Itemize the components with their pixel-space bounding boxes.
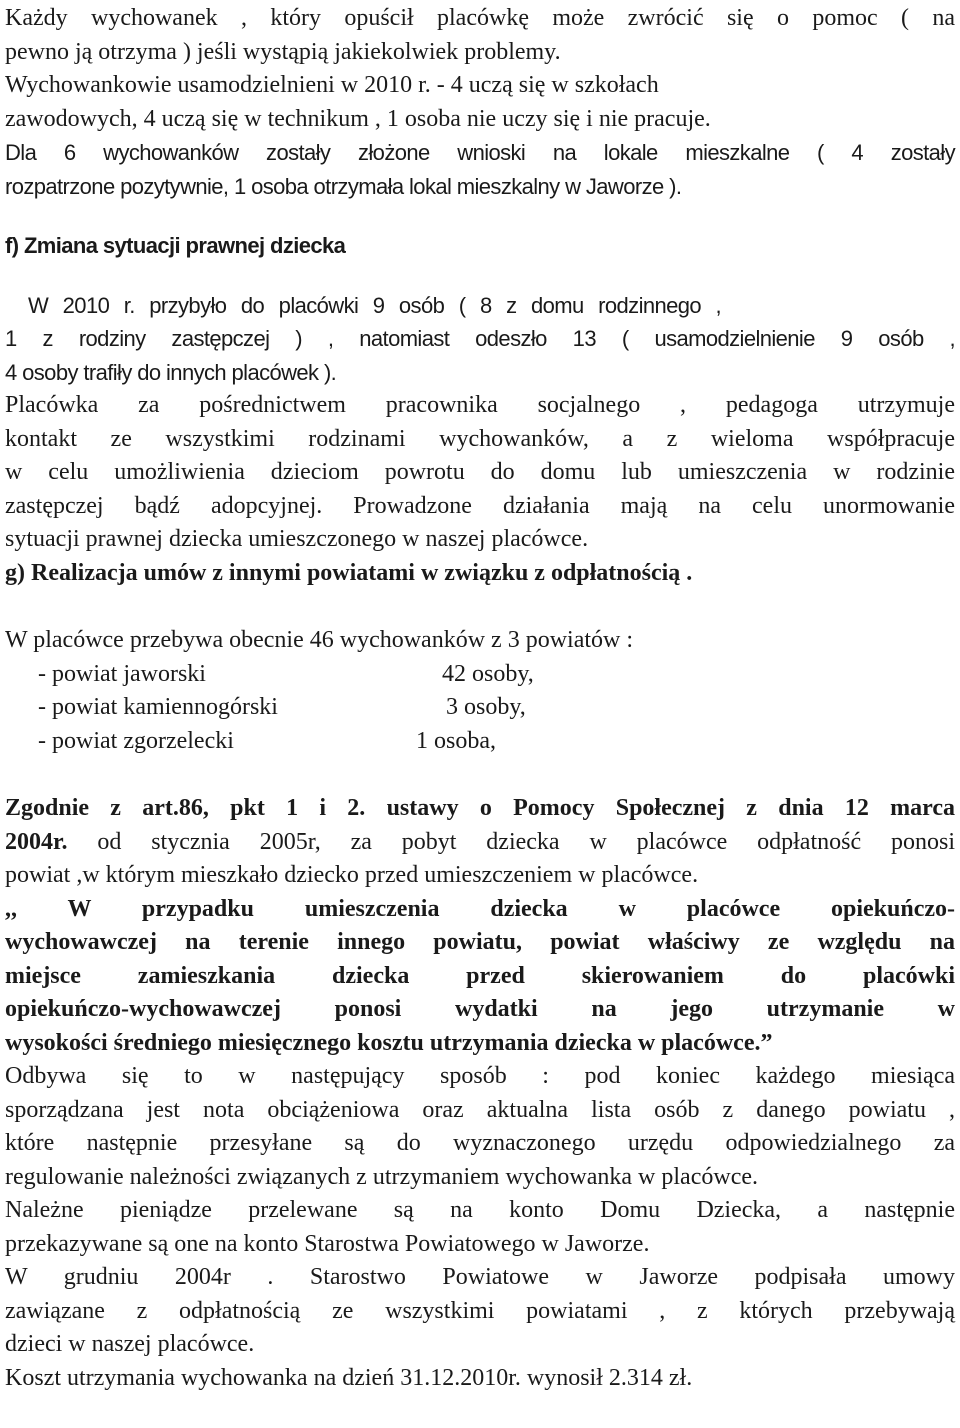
closing-paragraph [5,1060,955,1395]
text-line: W 2010 r. przybyło do placówki 9 osób ( 8 z domu rodzinnego , [28,292,722,318]
text-line: Należne pieniądze przelewane są na konto Domu Dziecka, a następnie [5,1197,955,1223]
text-line: sporządzana jest nota obciążeniowa oraz aktualna lista osób z danego powiatu , [5,1096,955,1123]
intro-paragraph [5,2,955,203]
list-item [5,691,955,725]
section-g-heading: g) Realizacja umów z innymi powiatami w związku z odpłatnością . [5,559,693,586]
text-line: kontakt ze wszystkimi rodzinami wychowanków, a z wieloma współpracuje [5,425,955,452]
county-name: - powiat jaworski [38,660,206,687]
law-quote [5,893,955,1061]
law-citation-line: Zgodnie z art.86, pkt 1 i 2. ustawy o Pomocy Społecznej z dnia 12 marca [5,795,955,821]
text-line: rozpatrzone pozytywnie, 1 osoba otrzymała lokal mieszkalny w Jaworze ). [5,173,682,199]
text-line [5,826,955,860]
quote-line: miejsce zamieszkania dziecka przed skierowaniem do placówki [5,962,955,989]
quote-line: wysokości średniego miesięcznego kosztu utrzymania dziecka w placówce.” [5,1029,773,1056]
county-count: 3 osoby, [446,694,526,720]
text-line: zawiązane z odpłatnością ze wszystkimi powiatami , z których przebywają [5,1297,955,1324]
text-line: przekazywane są one na konto Starostwa Powiatowego w Jaworze. [5,1230,650,1257]
law-year: 2004r. [5,828,68,855]
text-line: Koszt utrzymania wychowanka na dzień 31.12.2010r. wynosił 2.314 zł. [5,1364,693,1391]
county-name: - powiat kamiennogórski [38,694,278,720]
text-line: Odbywa się to w następujący sposób : pod koniec każdego miesiąca [5,1063,955,1089]
list-item [5,658,955,692]
text-line: sytuacji prawnej dziecka umieszczonego w naszej placówce. [5,526,589,552]
county-count: 1 osoba, [416,727,496,754]
text-line: 4 osoby trafiły do innych placówek ). [5,359,337,385]
section-f-heading: f) Zmiana sytuacji prawnej dziecka [5,233,346,258]
text-line: Wychowankowie usamodzielnieni w 2010 r. - 4 uczą się w szkołach [5,72,659,98]
county-name: - powiat zgorzelecki [38,727,234,754]
text-line: które następnie przesyłane są do wyznaczonego urzędu odpowiedzialnego za [5,1130,955,1156]
text-line: zastępczej bądź adopcyjnej. Prowadzone działania mają na celu unormowanie [5,492,955,519]
text-line: pewno ją otrzyma ) jeśli wystąpią jakiekolwiek problemy. [5,38,561,65]
text-line: 1 z rodziny zastępczej ) , natomiast odeszło 13 ( usamodzielnienie 9 osób , [5,326,955,351]
section-g-intro: W placówce przebywa obecnie 46 wychowanków z 3 powiatów : [5,627,634,653]
list-item [5,725,955,759]
law-paragraph [5,792,955,893]
text-line: regulowanie należności związanych z utrzymaniem wychowanka w placówce. [5,1163,758,1190]
quote-line: wychowawczej na terenie innego powiatu, powiat właściwy ze względu na [5,929,955,955]
text-line: powiat ,w którym mieszkało dziecko przed umieszczeniem w placówce. [5,862,699,888]
text-line: Dla 6 wychowanków zostały złożone wnioski na lokale mieszkalne ( 4 zostały [5,140,955,165]
law-text: od stycznia 2005r, za pobyt dziecka w placówce odpłatność ponosi [67,828,955,855]
text-line: zawodowych, 4 uczą się w technikum , 1 osoba nie uczy się i nie pracuje. [5,105,711,132]
text-line: Każdy wychowanek , który opuścił placówkę może zwrócić się o pomoc ( na [5,5,955,31]
text-line: dzieci w naszej placówce. [5,1331,255,1357]
quote-line: opiekuńczo-wychowawczej ponosi wydatki na jego utrzymanie w [5,996,955,1022]
text-line: Placówka za pośrednictwem pracownika socjalnego , pedagoga utrzymuje [5,392,955,418]
county-list [5,658,955,759]
text-line: w celu umożliwienia dzieciom powrotu do domu lub umieszczenia w rodzinie [5,459,955,485]
document-page [5,2,955,1395]
county-count: 42 osoby, [442,660,534,687]
text-line: W grudniu 2004r . Starostwo Powiatowe w Jaworze podpisała umowy [5,1264,955,1290]
section-f-body [5,289,955,557]
quote-line: ,, W przypadku umieszczenia dziecka w placówce opiekuńczo- [5,895,955,922]
